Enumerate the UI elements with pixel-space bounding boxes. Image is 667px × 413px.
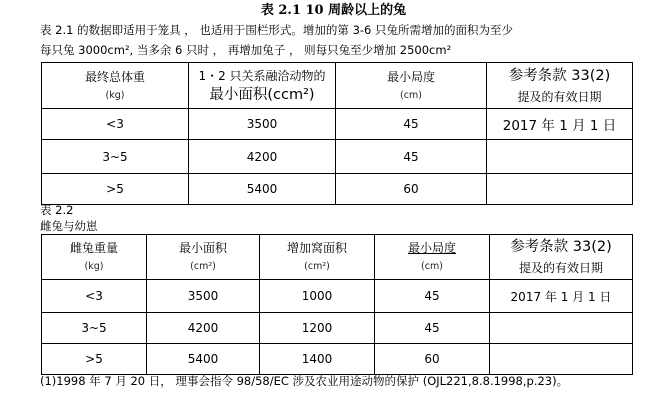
table-cell: 4200 xyxy=(189,140,336,174)
table-cell: 2017 年 1 月 1 日 xyxy=(490,280,633,313)
table-cell xyxy=(490,344,633,375)
header-label: 最小局度 xyxy=(407,241,456,255)
header-cell xyxy=(189,63,336,109)
table-cell: 5400 xyxy=(189,174,336,205)
table-cell: 60 xyxy=(375,344,490,375)
table-cell: 1400 xyxy=(260,344,375,375)
table-cell: 1000 xyxy=(260,280,375,313)
table-cell: 3500 xyxy=(189,109,336,140)
table-cell: 45 xyxy=(336,140,487,174)
header-unit: (cm²) xyxy=(190,261,216,272)
header-unit: 最小面积(ccm²) xyxy=(209,86,315,103)
header-note: 提及的有效日期 xyxy=(517,89,602,104)
header-unit: (cm) xyxy=(400,89,422,101)
table-cell xyxy=(487,174,633,205)
table-row xyxy=(42,109,633,140)
table-cell: 5400 xyxy=(147,344,260,375)
table-cell: >5 xyxy=(42,344,147,375)
footnote: (1)1998 年 7 月 20 日， 理事会指令 98/58/EC 涉及农业用途动物的保护 (OJL221,8.8.1998,p.23)。 xyxy=(40,374,569,388)
table-cell: >5 xyxy=(42,174,189,205)
table-header-row xyxy=(42,63,633,109)
header-unit: (kg) xyxy=(84,261,104,272)
table-2-2 xyxy=(41,234,633,375)
header-label: 参考条款 33(2) xyxy=(510,239,612,255)
table-cell: 3500 xyxy=(147,280,260,313)
table-cell: 45 xyxy=(375,280,490,313)
table-cell: 3~5 xyxy=(42,140,189,174)
table-cell: 2017 年 1 月 1 日 xyxy=(487,109,633,140)
table-cell: 60 xyxy=(336,174,487,205)
header-label: 雌兔重量 xyxy=(69,241,118,255)
header-unit: (cm) xyxy=(421,261,443,272)
header-cell xyxy=(487,63,633,109)
table-header-row xyxy=(42,235,633,280)
table-title: 表 2.1 10 周龄以上的兔 xyxy=(260,3,407,18)
header-cell xyxy=(375,235,490,280)
table-cell xyxy=(490,313,633,344)
table-cell: 45 xyxy=(336,109,487,140)
table-cell: 1200 xyxy=(260,313,375,344)
header-cell xyxy=(336,63,487,109)
table-cell: <3 xyxy=(42,280,147,313)
header-label: 最小局度 xyxy=(386,69,435,84)
table-2-2-label: 表 2.2 xyxy=(40,203,74,217)
header-label: 参考条款 33(2) xyxy=(508,67,611,84)
intro-line-1: 表 2.1 的数据即适用于笼具 ， 也适用于围栏形式。增加的第 3-6 只兔所需增加的面积为至少 xyxy=(40,23,514,37)
header-label: 最终总体重 xyxy=(84,69,145,84)
table-cell xyxy=(487,140,633,174)
header-label: 最小面积 xyxy=(178,241,227,255)
table-row xyxy=(42,313,633,344)
table-cell: 3~5 xyxy=(42,313,147,344)
table-cell: 4200 xyxy=(147,313,260,344)
table-row xyxy=(42,174,633,205)
intro-line-2: 每只兔 3000cm², 当多余 6 只时 ， 再增加兔子 ， 则每只兔至少增加 2500cm² xyxy=(40,43,452,57)
table-row xyxy=(42,344,633,375)
header-cell xyxy=(147,235,260,280)
header-unit: (kg) xyxy=(105,89,125,101)
header-note: 提及的有效日期 xyxy=(518,261,603,275)
table-row xyxy=(42,140,633,174)
table-2-2-caption: 雌兔与幼崽 xyxy=(40,219,98,233)
header-cell xyxy=(42,63,189,109)
header-cell xyxy=(490,235,633,280)
table-2-1 xyxy=(41,62,633,205)
table-cell: 45 xyxy=(375,313,490,344)
header-unit: (cm²) xyxy=(304,261,330,272)
header-label: 增加窝面积 xyxy=(286,241,347,255)
table-cell: <3 xyxy=(42,109,189,140)
header-cell xyxy=(42,235,147,280)
header-label: 1・2 只关系融洽动物的 xyxy=(198,68,326,83)
header-cell xyxy=(260,235,375,280)
table-row xyxy=(42,280,633,313)
